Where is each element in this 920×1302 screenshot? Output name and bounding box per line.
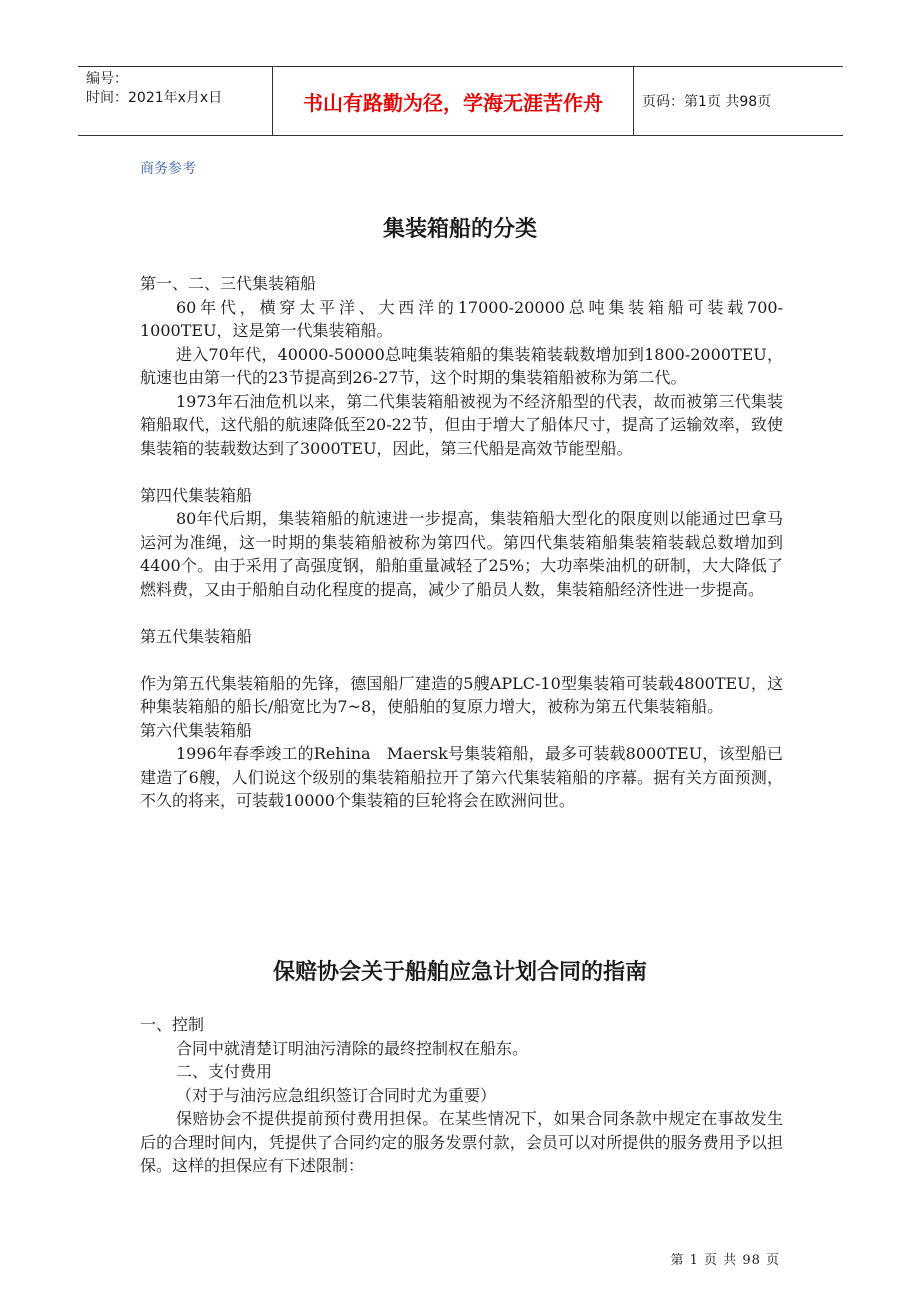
paragraph: 1973年石油危机以来，第二代集装箱船被视为不经济船型的代表，故而被第三代集装箱船取代，这代船的航速降低至20-22节，但由于增大了船体尺寸，提高了运输效率，致使集装箱的装载数达到了3000TEU，因此，第三代船是高效节能型船。 — [140, 391, 783, 458]
header-motto: 书山有路勤为径，学海无涯苦作舟 — [273, 67, 634, 135]
guide-heading-payment: 二、支付费用 — [176, 1062, 273, 1081]
guide-note: （对于与油污应急组织签订合同时尤为重要） — [176, 1085, 497, 1105]
section-heading-gen4: 第四代集装箱船 — [140, 485, 253, 505]
paragraph: 进入70年代，40000-50000总吨集装箱船的集装箱装载数增加到1800-2000TEU，航速也由第一代的23节提高到26-27节，这个时期的集装箱船被称为第二代。 — [140, 344, 783, 387]
spacer — [140, 601, 783, 625]
document-title: 集装箱船的分类 — [382, 217, 537, 242]
pi-club-guide — [140, 1013, 783, 1178]
section-heading-gen6: 第六代集装箱船 — [140, 720, 253, 740]
paragraph: 保赔协会不提供提前预付费用担保。在某些情况下，如果合同条款中规定在事故发生后的合理时间内，凭提供了合同约定的服务发票付款，会员可以对所提供的服务费用予以担保。这样的担保应有下述限制： — [140, 1109, 783, 1175]
container-ship-classification — [140, 272, 783, 813]
page-footer: 第 1 页 共 98 页 — [670, 1253, 780, 1268]
paragraph: 合同中就清楚订明油污清除的最终控制权在船东。 — [176, 1038, 529, 1058]
reference-label: 商务参考 — [140, 161, 196, 177]
spacer — [140, 648, 783, 672]
section-heading-gen1-3: 第一、二、三代集装箱船 — [140, 274, 317, 293]
paragraph: 60年代，横穿太平洋、大西洋的17000-20000总吨集装箱船可装载700-1000TEU，这是第一代集装箱船。 — [140, 297, 783, 340]
paragraph: 80年代后期，集装箱船的航速进一步提高，集装箱船大型化的限度则以能通过巴拿马运河为准绳，这一时期的集装箱船被称为第四代。第四代集装箱船集装箱装载总数增加到4400个。由于采用了高强度钢，船舶重量减轻了25%；大功率柴油机的研制，大大降低了燃料费，又由于船舶自动化程度的提高，减少了船员人数，集装箱船经济性进一步提高。 — [140, 509, 783, 599]
spacer — [140, 460, 783, 484]
header-page-number: 页码：第1页 共98页 — [642, 94, 772, 110]
page-header — [78, 66, 843, 136]
document-code-label: 编号： — [86, 71, 128, 87]
document-date-label: 时间：2021年x月x日 — [86, 90, 223, 106]
guide-heading-control: 一、控制 — [140, 1015, 205, 1034]
paragraph: 作为第五代集装箱船的先锋，德国船厂建造的5艘APLC-10型集装箱可装载4800TEU，这种集装箱船的船长/船宽比为7~8，使船舶的复原力增大，被称为第五代集装箱船。 — [140, 673, 783, 716]
section-heading-gen5: 第五代集装箱船 — [140, 626, 253, 646]
header-meta-cell — [78, 67, 273, 135]
paragraph: 1996年春季竣工的Rehina Maersk号集装箱船，最多可装载8000TEU，该型船已建造了6艘，人们说这个级别的集装箱船拉开了第六代集装箱船的序幕。据有关方面预测，不久的将来，可装载10000个集装箱的巨轮将会在欧洲问世。 — [140, 744, 783, 810]
second-title: 保赔协会关于船舶应急计划合同的指南 — [272, 960, 647, 985]
